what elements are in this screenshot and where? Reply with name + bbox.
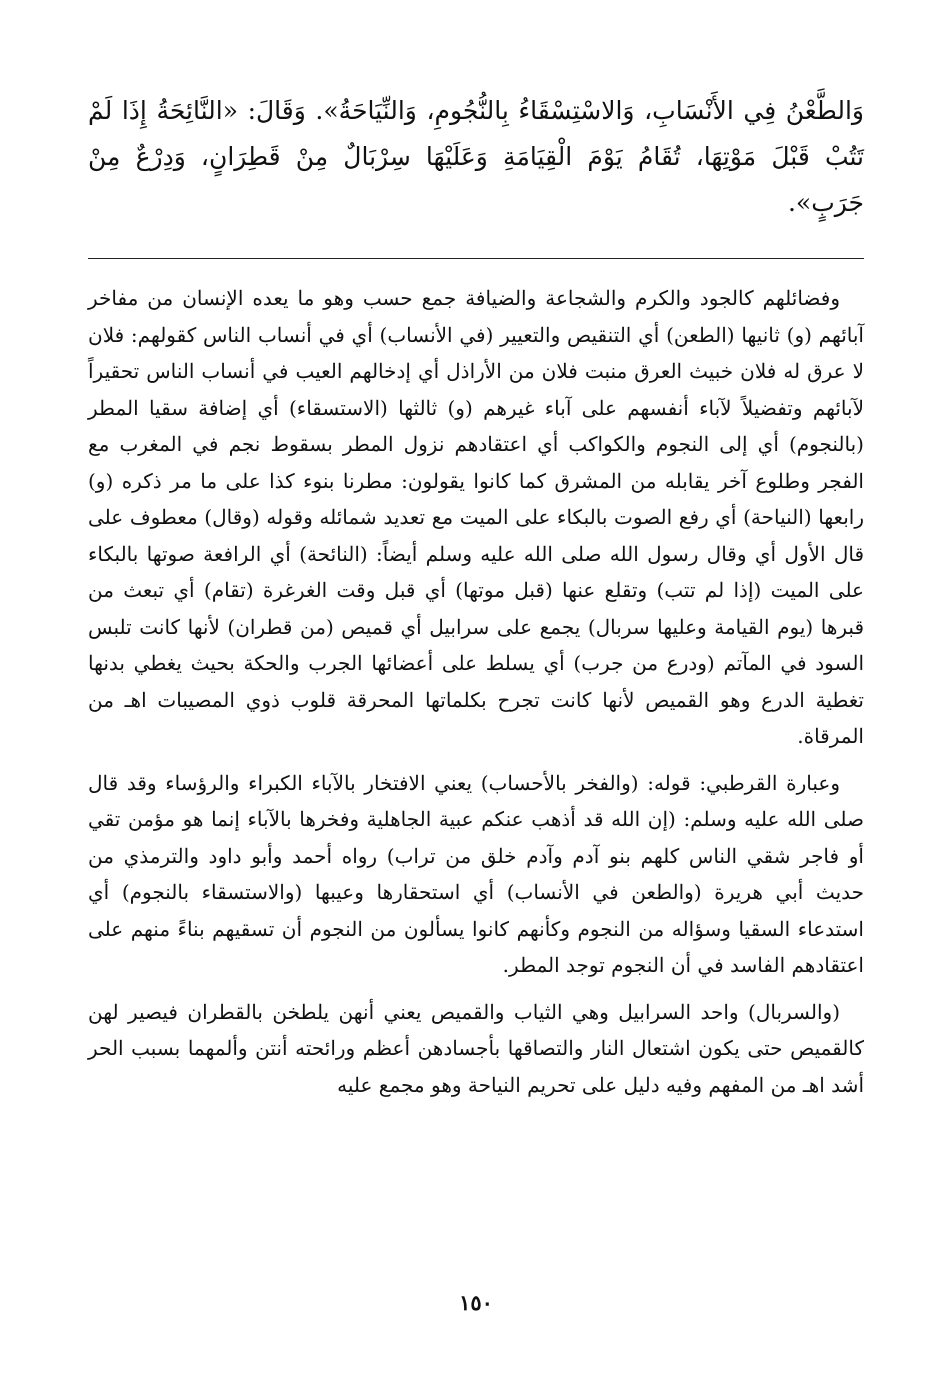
hadith-text: وَالطَّعْنُ فِي الأَنْسَابِ، وَالاسْتِسْقَاءُ بِالنُّجُومِ، وَالنِّيَاحَةُ». وَقَالَ: «النَّائِحَةُ إِذَا لَمْ تَتُبْ قَبْلَ مَوْتِهَا، تُقَامُ يَوْمَ الْقِيَامَةِ وَعَلَيْهَا سِرْبَالٌ مِنْ قَطِرَانٍ، وَدِرْعٌ مِنْ جَرَبٍ». — [88, 96, 864, 217]
page-number: ١٥٠ — [459, 1290, 493, 1315]
commentary-paragraph: (والسربال) واحد السرابيل وهي الثياب والقميص يعني أنهن يلطخن بالقطران فيصير لهن كالقميص حتى يكون اشتعال النار والتصاقها بأجسادهن أعظم ورائحته أنتن وألمهما بسبب الحر أشد اهـ من المفهم وفيه دليل على تحريم النياحة وهو مجمع عليه — [88, 999, 864, 1097]
commentary — [88, 280, 864, 1103]
commentary-paragraph: وفضائلهم كالجود والكرم والشجاعة والضيافة جمع حسب وهو ما يعده الإنسان من مفاخر آبائهم (و) ثانيها (الطعن) أي التنقيص والتعيير (في الأنساب) أي في أنساب الناس كقولهم: فلان لا عرق له فلان خبيث العرق منبت فلان من الأراذل أي إدخالهم العيب في أنساب الناس تحقيراً لآبائهم وتفضيلاً لآباء أنفسهم على آباء غيرهم (و) ثالثها (الاستسقاء) أي إضافة سقيا المطر (بالنجوم) أي إلى النجوم والكواكب أي اعتقادهم نزول المطر بسقوط نجم في المغرب مع الفجر وطلوع آخر يقابله من المشرق كما كانوا يقولون: مطرنا بنوء كذا على ما مر ذكره (و) رابعها (النياحة) أي رفع الصوت بالبكاء على الميت مع تعديد شمائله وقوله (وقال) معطوف على قال الأول أي وقال رسول الله صلى الله عليه وسلم أيضاً: (النائحة) أي الرافعة صوتها بالبكاء على الميت (إذا لم تتب) وتقلع عنها (قبل موتها) أي قبل وقت الغرغرة (تقام) أي تبعث من قبرها (يوم القيامة وعليها سربال) يجمع على سرابيل أي قميص (من قطران) لأنها كانت تلبس السود في المآتم (ودرع من جرب) أي يسلط على أعضائها الجرب والحكة بحيث يغطي بدنها تغطية الدرع وهو القميص لأنها كانت تجرح بكلماتها المحرقة قلوب ذوي المصيبات اهـ من المرقاة. — [88, 286, 864, 748]
commentary-paragraph: وعبارة القرطبي: قوله: (والفخر بالأحساب) يعني الافتخار بالآباء الكبراء والرؤساء وقد قال صلى الله عليه وسلم: (إن الله قد أذهب عنكم عبية الجاهلية وفخرها بالآباء إنما هو مؤمن تقي أو فاجر شقي الناس كلهم بنو آدم وآدم خلق من تراب) رواه أحمد وأبو داود والترمذي من حديث أبي هريرة (والطعن في الأنساب) أي استحقارها وعيبها (والاستسقاء بالنجوم) أي استدعاء السقيا وسؤاله من النجوم وكأنهم كانوا يسألون من النجوم أن تسقيهم بناءً منهم على اعتقادهم الفاسد في أن النجوم توجد المطر. — [88, 770, 864, 977]
footnote-separator — [88, 258, 864, 259]
book-page — [88, 0, 864, 1377]
